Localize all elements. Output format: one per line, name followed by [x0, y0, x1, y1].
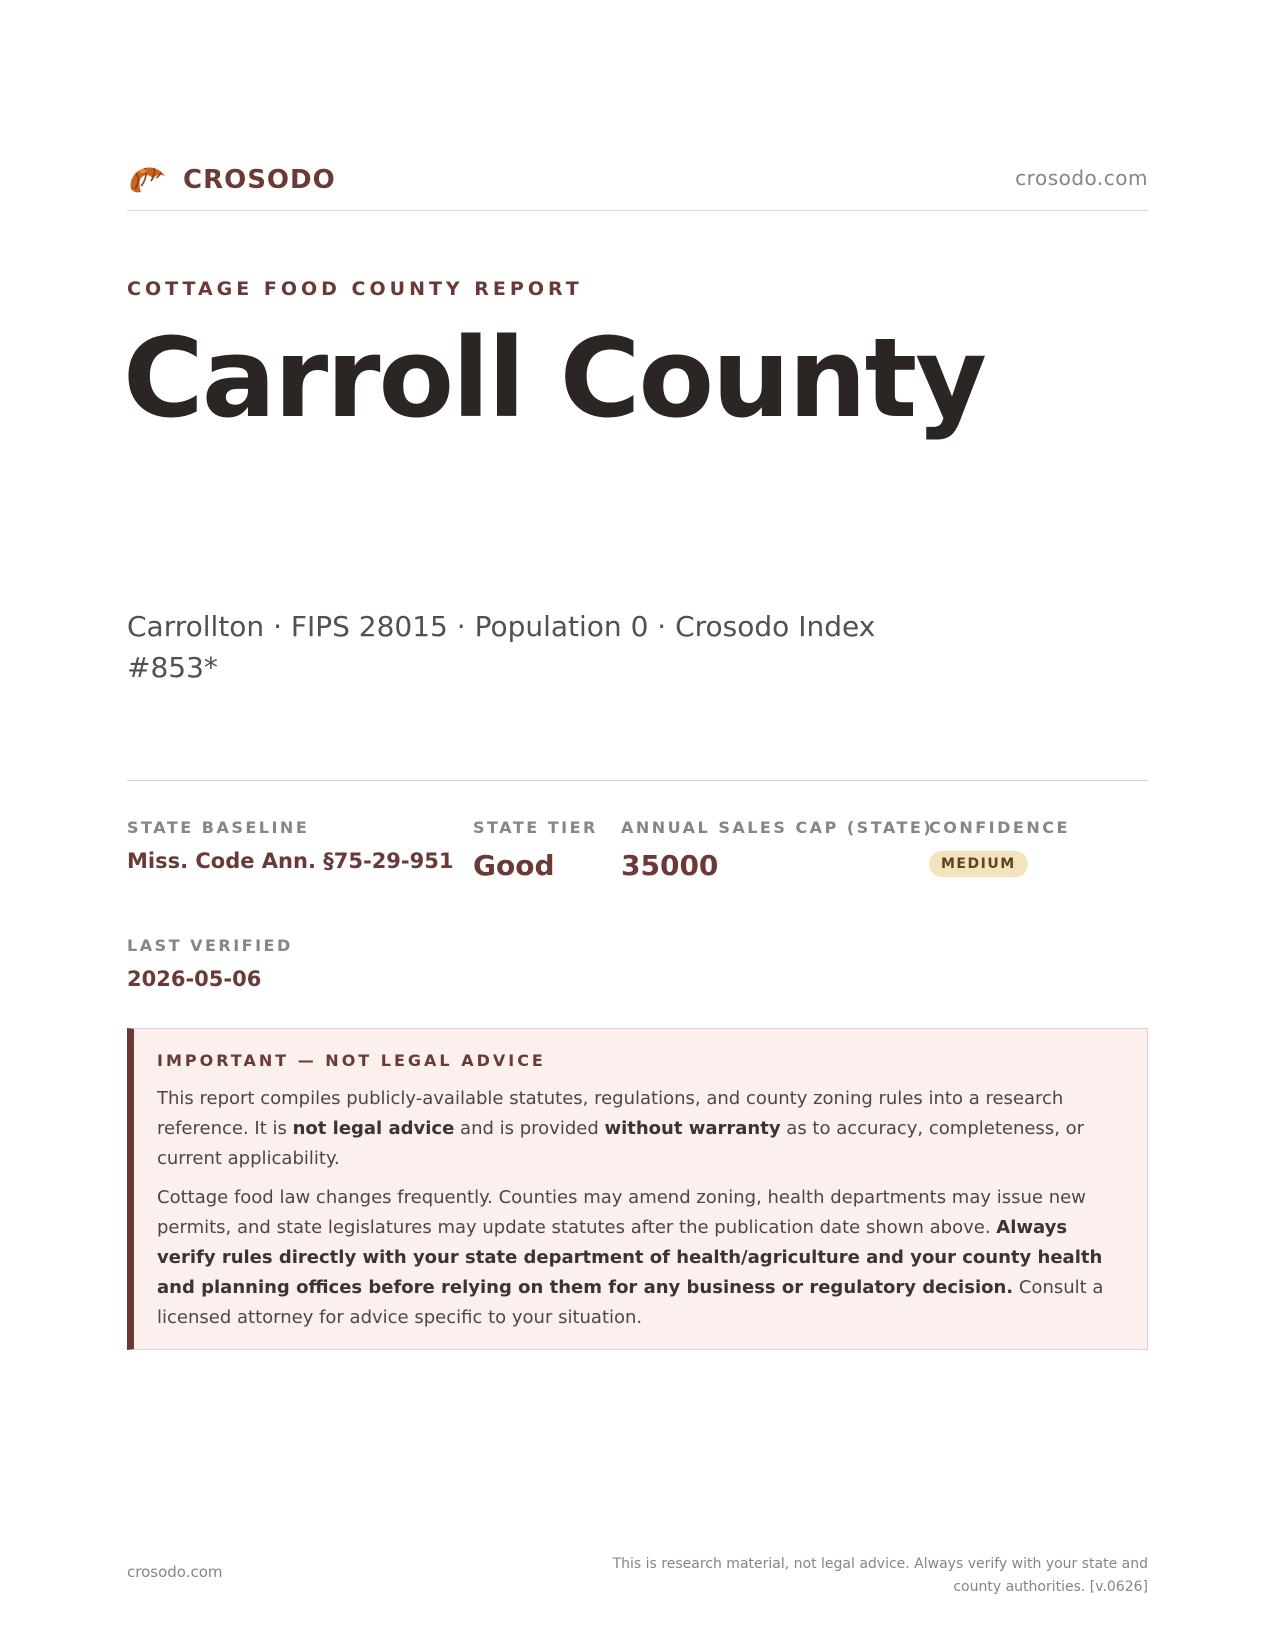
- brand: [127, 162, 336, 198]
- field-annual-sales-cap: [621, 818, 933, 882]
- field-value: Good: [473, 849, 555, 882]
- field-last-verified: [127, 936, 293, 991]
- page-header: [127, 158, 1148, 211]
- page-title: Carroll County: [123, 314, 985, 442]
- legal-notice: [127, 1028, 1148, 1350]
- brand-name: CROSODO: [183, 165, 336, 195]
- field-label: CONFIDENCE: [929, 818, 1070, 837]
- notice-paragraph: Cottage food law changes frequently. Counties may amend zoning, health departments may issue new permits, and state legislatures may update statutes after the publication date shown above. Always verify rules directly with your state department of health/agriculture and your county health and planning offices before relying on them for any business or regulatory decision. Consult a licensed attorney for advice specific to your situation.: [157, 1187, 1104, 1328]
- field-label: ANNUAL SALES CAP (STATE): [621, 818, 934, 837]
- report-subtitle: Carrollton · FIPS 28015 · Population 0 · Crosodo Index #853*: [127, 610, 876, 684]
- footer-site-link[interactable]: crosodo.com: [127, 1563, 223, 1581]
- field-value: 35000: [621, 849, 719, 882]
- report-page: [123, 0, 1148, 1650]
- field-state-tier: [473, 818, 598, 882]
- field-value: Miss. Code Ann. §75-29-951: [127, 849, 454, 873]
- field-confidence: [929, 818, 1070, 877]
- field-label: STATE TIER: [473, 818, 598, 837]
- notice-title: IMPORTANT — NOT LEGAL ADVICE: [157, 1051, 546, 1070]
- confidence-badge: MEDIUM: [929, 851, 1028, 877]
- field-label: LAST VERIFIED: [127, 936, 293, 955]
- notice-paragraph: This report compiles publicly-available statutes, regulations, and county zoning rules into a research reference. It is not legal advice and is provided without warranty as to accuracy, completeness, or current applicability.: [157, 1088, 1085, 1169]
- header-site-link[interactable]: crosodo.com: [1015, 166, 1148, 190]
- report-eyebrow: COTTAGE FOOD COUNTY REPORT: [127, 278, 583, 300]
- field-state-baseline: [127, 818, 453, 873]
- footer-disclaimer: This is research material, not legal advice. Always verify with your state and county authorities. [v.0626]: [612, 1556, 1148, 1595]
- croissant-icon: [127, 162, 167, 198]
- section-divider: [127, 780, 1148, 781]
- field-value: 2026-05-06: [127, 967, 262, 991]
- field-label: STATE BASELINE: [127, 818, 310, 837]
